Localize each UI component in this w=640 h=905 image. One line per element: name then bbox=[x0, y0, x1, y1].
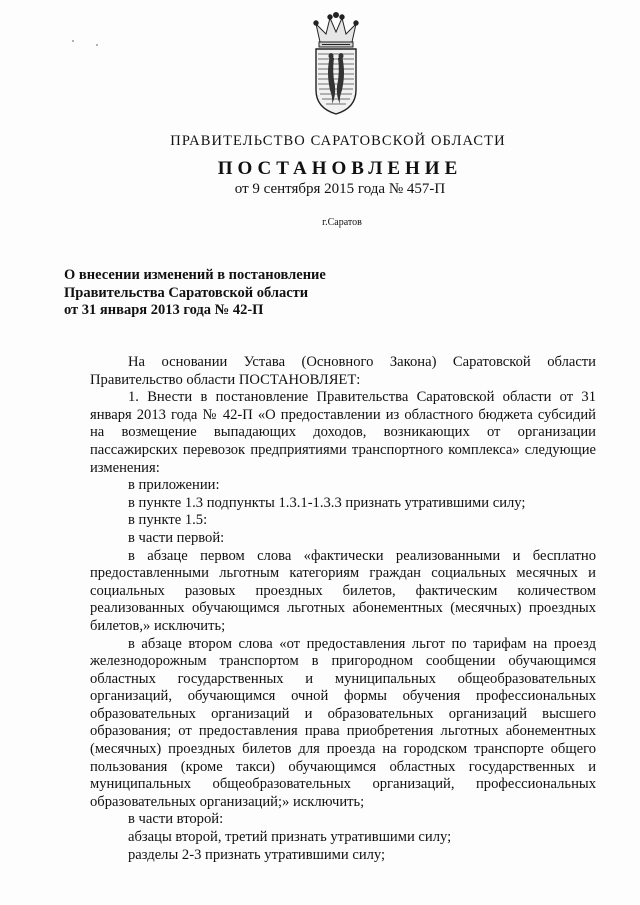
body-paragraph: в абзаце первом слова «фактически реализованными и бесплатно предоставленными льготным категориям граждан социальных месячных и социальных разовых проездных билетов, фактическим количеством реализованных обучающимся льготных абонементных (месячных) проездных билетов,» исключить; bbox=[90, 547, 596, 634]
document-city: г.Саратов bbox=[322, 217, 362, 228]
subject-line: О внесении изменений в постановление bbox=[64, 267, 326, 283]
body-item: в части второй: bbox=[128, 811, 224, 828]
body-item: в части первой: bbox=[128, 529, 225, 546]
subject-line: от 31 января 2013 года № 42-П bbox=[64, 302, 264, 318]
body-paragraph: 1. Внести в постановление Правительства Саратовской области от 31 января 2013 года № 42-П «О предоставлении из областного бюджета субсидий на возмещение выпадающих доходов, возникающих от организации пассажирских перевозок предприятиями транспортного комплекса» следующие изменения: bbox=[90, 389, 596, 476]
document-date-number: от 9 сентября 2015 года № 457-П bbox=[234, 181, 446, 197]
document-type: ПОСТАНОВЛЕНИЕ bbox=[217, 158, 463, 179]
body-item: в пункте 1.5: bbox=[128, 512, 208, 529]
document-body bbox=[90, 354, 596, 864]
body-paragraph: На основании Устава (Основного Закона) Саратовской области Правительство области ПОСТАНОВЛЯЕТ: bbox=[90, 354, 596, 388]
government-title: ПРАВИТЕЛЬСТВО САРАТОВСКОЙ ОБЛАСТИ bbox=[170, 133, 506, 149]
subject-line: Правительства Саратовской области bbox=[64, 284, 309, 301]
body-item: в пункте 1.3 подпункты 1.3.1-1.3.3 признать утратившими силу; bbox=[128, 494, 526, 511]
scan-speck bbox=[96, 44, 98, 46]
document-subject bbox=[64, 267, 326, 320]
body-item: в приложении: bbox=[128, 477, 220, 494]
body-item: абзацы второй, третий признать утратившими силу; bbox=[128, 829, 452, 846]
coat-of-arms-icon bbox=[296, 12, 376, 118]
scan-speck bbox=[72, 40, 74, 42]
body-item: разделы 2-3 признать утратившими силу; bbox=[128, 846, 386, 863]
body-paragraph: в абзаце втором слова «от предоставления льгот по тарифам на проезд железнодорожным транспортом в пригородном сообщении обучающимся областных государственных и муниципальных общеобразовательных организаций, обучающимся очной формы обучения профессиональных образовательных организаций и образовательных организаций высшего образования; от предоставления права приобретения льготных абонементных (месячных) проездных билетов для проезда на городском транспорте общего пользования (кроме такси) обучающимся областных государственных и муниципальных общеобразовательных организаций, профессиональных образовательных организаций;» исключить; bbox=[90, 635, 596, 810]
